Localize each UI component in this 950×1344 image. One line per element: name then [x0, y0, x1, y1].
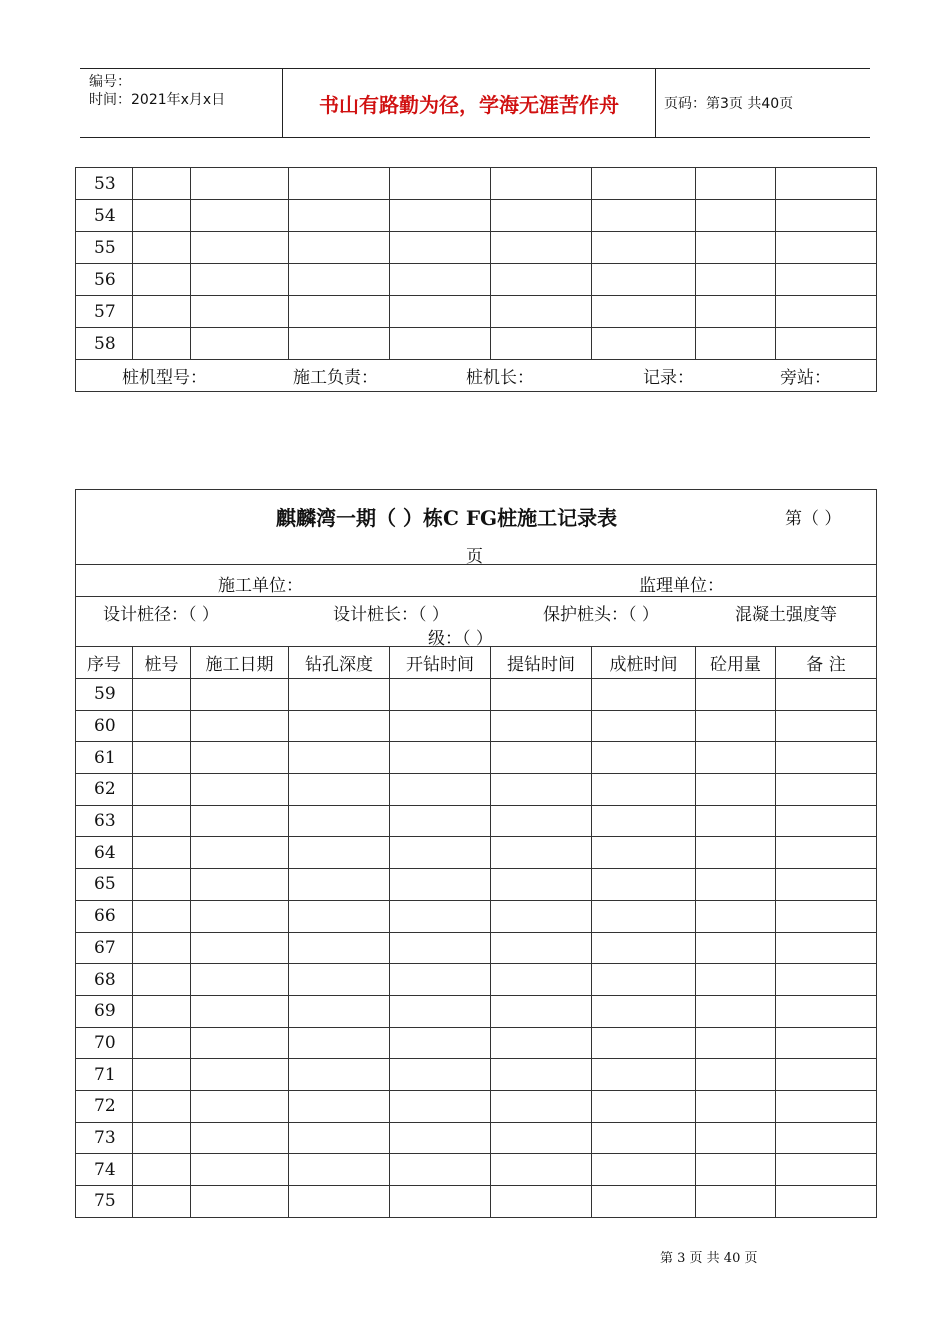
- row-number: 56: [76, 264, 133, 296]
- row-number: 69: [76, 995, 133, 1027]
- table-cell: [491, 774, 592, 806]
- table-cell: [776, 710, 877, 742]
- table-cell: [133, 1027, 191, 1059]
- pile-head-label: 保护桩头：（ ）: [543, 605, 659, 625]
- table-row: [76, 1154, 877, 1186]
- concrete-grade-label: 混凝土强度等: [735, 605, 837, 625]
- design-length-label: 设计桩长：（ ）: [333, 605, 449, 625]
- table-row: [76, 328, 877, 360]
- table-cell: [776, 869, 877, 901]
- table-cell: [776, 1154, 877, 1186]
- table-cell: [390, 1090, 491, 1122]
- table-cell: [592, 932, 696, 964]
- table-cell: [289, 932, 390, 964]
- table-cell: [133, 1186, 191, 1218]
- table-cell: [696, 900, 776, 932]
- table-cell: [491, 837, 592, 869]
- table-cell: [491, 200, 592, 232]
- table-cell: [491, 1186, 592, 1218]
- table-cell: [289, 964, 390, 996]
- table-cell: [776, 264, 877, 296]
- table-cell: [592, 296, 696, 328]
- row-number: 54: [76, 200, 133, 232]
- row-number: 63: [76, 805, 133, 837]
- table-cell: [191, 869, 289, 901]
- units-row: [76, 565, 877, 597]
- table-title: 麒麟湾一期（ ）栋C FG桩施工记录表: [276, 506, 618, 530]
- table-cell: [696, 1027, 776, 1059]
- table-cell: [289, 1186, 390, 1218]
- table-row: [76, 264, 877, 296]
- table-cell: [133, 232, 191, 264]
- table-cell: [592, 710, 696, 742]
- table-row: [76, 742, 877, 774]
- record-table-continued: [75, 167, 877, 392]
- table-cell: [289, 1122, 390, 1154]
- table-row: [76, 932, 877, 964]
- table-cell: [390, 679, 491, 711]
- table-cell: [776, 328, 877, 360]
- column-header: 施工日期: [191, 647, 289, 679]
- row-number: 62: [76, 774, 133, 806]
- table-cell: [696, 168, 776, 200]
- table-cell: [776, 805, 877, 837]
- table-cell: [390, 805, 491, 837]
- table-row: [76, 1059, 877, 1091]
- table-cell: [491, 964, 592, 996]
- table-cell: [592, 232, 696, 264]
- table-cell: [390, 1059, 491, 1091]
- table-row: [76, 837, 877, 869]
- table-cell: [696, 232, 776, 264]
- table-cell: [191, 1059, 289, 1091]
- table-cell: [776, 900, 877, 932]
- table-cell: [289, 774, 390, 806]
- row-number: 71: [76, 1059, 133, 1091]
- table-row: [76, 1186, 877, 1218]
- supervision-unit-label: 监理单位：: [639, 576, 724, 596]
- table-row: [76, 710, 877, 742]
- table-cell: [191, 964, 289, 996]
- table-cell: [776, 837, 877, 869]
- table-cell: [289, 200, 390, 232]
- table-cell: [592, 1154, 696, 1186]
- table-cell: [390, 742, 491, 774]
- table-row: [76, 232, 877, 264]
- table-cell: [133, 1090, 191, 1122]
- column-header: 桩号: [133, 647, 191, 679]
- row-number: 70: [76, 1027, 133, 1059]
- table-cell: [191, 328, 289, 360]
- table-cell: [592, 774, 696, 806]
- table-cell: [696, 1090, 776, 1122]
- table-cell: [390, 932, 491, 964]
- table-cell: [776, 1059, 877, 1091]
- column-header: 开钻时间: [390, 647, 491, 679]
- table-row: [76, 995, 877, 1027]
- design-params-row: [76, 597, 877, 647]
- row-number: 67: [76, 932, 133, 964]
- table-cell: [592, 679, 696, 711]
- table-row: [76, 296, 877, 328]
- table-cell: [390, 1122, 491, 1154]
- table-cell: [696, 679, 776, 711]
- row-number: 58: [76, 328, 133, 360]
- table-cell: [289, 742, 390, 774]
- table-cell: [191, 1090, 289, 1122]
- table-cell: [289, 869, 390, 901]
- table-cell: [592, 742, 696, 774]
- table-cell: [289, 1027, 390, 1059]
- table-cell: [696, 1059, 776, 1091]
- table-cell: [491, 1059, 592, 1091]
- table-row: [76, 1090, 877, 1122]
- table-cell: [289, 1059, 390, 1091]
- table-cell: [592, 837, 696, 869]
- row-number: 72: [76, 1090, 133, 1122]
- table-cell: [133, 995, 191, 1027]
- table-cell: [696, 264, 776, 296]
- observer-label: 旁站：: [780, 368, 831, 388]
- design-diameter-label: 设计桩径：（ ）: [103, 605, 219, 625]
- table-cell: [390, 296, 491, 328]
- table-row: [76, 679, 877, 711]
- row-number: 61: [76, 742, 133, 774]
- table-cell: [696, 1122, 776, 1154]
- table-cell: [133, 869, 191, 901]
- table-cell: [696, 837, 776, 869]
- table-cell: [191, 710, 289, 742]
- table-cell: [390, 328, 491, 360]
- table-cell: [390, 710, 491, 742]
- table-cell: [491, 1090, 592, 1122]
- table-cell: [696, 995, 776, 1027]
- table-cell: [491, 805, 592, 837]
- time-label: 时间：2021年x月x日: [89, 92, 226, 108]
- table-cell: [390, 995, 491, 1027]
- table-cell: [289, 328, 390, 360]
- table-cell: [191, 168, 289, 200]
- table-cell: [133, 1154, 191, 1186]
- table-cell: [191, 679, 289, 711]
- table-cell: [390, 774, 491, 806]
- table-cell: [390, 200, 491, 232]
- table-cell: [592, 995, 696, 1027]
- table-cell: [776, 1122, 877, 1154]
- table-cell: [191, 264, 289, 296]
- table-cell: [133, 1059, 191, 1091]
- table-row: [76, 774, 877, 806]
- row-number: 53: [76, 168, 133, 200]
- row-number: 64: [76, 837, 133, 869]
- table-cell: [696, 710, 776, 742]
- table-cell: [592, 1090, 696, 1122]
- table-cell: [191, 1027, 289, 1059]
- table-row: [76, 805, 877, 837]
- table-cell: [592, 964, 696, 996]
- row-number: 73: [76, 1122, 133, 1154]
- table-cell: [491, 328, 592, 360]
- recorder-label: 记录：: [643, 368, 694, 388]
- number-label: 编号：: [89, 74, 131, 90]
- table-cell: [696, 1154, 776, 1186]
- table-cell: [491, 995, 592, 1027]
- column-header: 钻孔深度: [289, 647, 390, 679]
- table-row: [76, 168, 877, 200]
- column-header: 序号: [76, 647, 133, 679]
- row-number: 55: [76, 232, 133, 264]
- table-cell: [289, 1154, 390, 1186]
- table-cell: [776, 679, 877, 711]
- table-cell: [776, 774, 877, 806]
- table-cell: [390, 964, 491, 996]
- row-number: 60: [76, 710, 133, 742]
- table-row: [76, 964, 877, 996]
- table-cell: [592, 1027, 696, 1059]
- table-cell: [289, 995, 390, 1027]
- table-cell: [191, 774, 289, 806]
- table-row: [76, 1027, 877, 1059]
- construction-unit-label: 施工单位：: [218, 576, 303, 596]
- table-cell: [776, 964, 877, 996]
- table-cell: [491, 1122, 592, 1154]
- table-cell: [776, 995, 877, 1027]
- table-cell: [390, 1154, 491, 1186]
- table-row: [76, 869, 877, 901]
- page-number-prefix: 第（ ）: [785, 509, 842, 529]
- table-cell: [491, 932, 592, 964]
- table-cell: [776, 168, 877, 200]
- column-header: 提钻时间: [491, 647, 592, 679]
- row-number: 66: [76, 900, 133, 932]
- table-cell: [696, 200, 776, 232]
- table-cell: [696, 296, 776, 328]
- table-cell: [592, 1186, 696, 1218]
- table-cell: [289, 837, 390, 869]
- table-cell: [696, 964, 776, 996]
- table-cell: [191, 742, 289, 774]
- record-table: [75, 489, 877, 1218]
- table-cell: [776, 1186, 877, 1218]
- table-cell: [776, 932, 877, 964]
- table-cell: [289, 900, 390, 932]
- table-cell: [491, 742, 592, 774]
- table-cell: [191, 1186, 289, 1218]
- column-header: 砼用量: [696, 647, 776, 679]
- table-cell: [491, 1154, 592, 1186]
- table-cell: [133, 742, 191, 774]
- table-cell: [491, 869, 592, 901]
- table-cell: [289, 1090, 390, 1122]
- table-cell: [696, 869, 776, 901]
- table-cell: [776, 232, 877, 264]
- table-cell: [133, 774, 191, 806]
- table-cell: [133, 679, 191, 711]
- table-cell: [133, 264, 191, 296]
- table-cell: [133, 710, 191, 742]
- table-cell: [592, 168, 696, 200]
- table-cell: [289, 296, 390, 328]
- table-cell: [390, 1186, 491, 1218]
- table-cell: [191, 200, 289, 232]
- table-cell: [390, 1027, 491, 1059]
- table-cell: [133, 168, 191, 200]
- row-number: 57: [76, 296, 133, 328]
- table-cell: [133, 837, 191, 869]
- table-cell: [776, 742, 877, 774]
- table-cell: [390, 264, 491, 296]
- table-cell: [696, 774, 776, 806]
- table-cell: [592, 264, 696, 296]
- table-cell: [491, 232, 592, 264]
- concrete-grade-value: 级：（ ）: [428, 629, 493, 649]
- row-number: 74: [76, 1154, 133, 1186]
- table-cell: [491, 710, 592, 742]
- header-meta: [80, 69, 282, 137]
- table-cell: [133, 964, 191, 996]
- table-cell: [776, 296, 877, 328]
- table-cell: [289, 710, 390, 742]
- table-cell: [491, 900, 592, 932]
- table-cell: [390, 869, 491, 901]
- column-header: 备 注: [776, 647, 877, 679]
- table-cell: [191, 1154, 289, 1186]
- table-cell: [133, 932, 191, 964]
- table-cell: [191, 232, 289, 264]
- construction-lead-label: 施工负责：: [293, 368, 378, 388]
- table1-footer: [76, 360, 877, 392]
- row-number: 75: [76, 1186, 133, 1218]
- table-cell: [776, 1090, 877, 1122]
- table-cell: [592, 805, 696, 837]
- row-number: 65: [76, 869, 133, 901]
- table-cell: [592, 869, 696, 901]
- table-row: [76, 200, 877, 232]
- table-cell: [289, 805, 390, 837]
- table-row: [76, 1122, 877, 1154]
- table-cell: [289, 168, 390, 200]
- table-cell: [592, 1122, 696, 1154]
- table-cell: [696, 932, 776, 964]
- table-cell: [191, 296, 289, 328]
- table-cell: [696, 328, 776, 360]
- table-cell: [696, 805, 776, 837]
- table-cell: [491, 1027, 592, 1059]
- table-cell: [592, 328, 696, 360]
- table-cell: [191, 1122, 289, 1154]
- table-cell: [289, 232, 390, 264]
- table-cell: [592, 1059, 696, 1091]
- table-cell: [696, 742, 776, 774]
- table-cell: [592, 900, 696, 932]
- table-cell: [133, 328, 191, 360]
- table-cell: [191, 900, 289, 932]
- table-cell: [191, 932, 289, 964]
- table-cell: [133, 1122, 191, 1154]
- table-cell: [289, 679, 390, 711]
- table-cell: [133, 900, 191, 932]
- row-number: 59: [76, 679, 133, 711]
- table-cell: [491, 296, 592, 328]
- page-footer: 第 3 页 共 40 页: [660, 1251, 758, 1266]
- table-cell: [696, 1186, 776, 1218]
- table-cell: [390, 900, 491, 932]
- table-cell: [390, 837, 491, 869]
- table-cell: [191, 837, 289, 869]
- column-header: 成桩时间: [592, 647, 696, 679]
- document-header: [80, 68, 870, 138]
- table-cell: [491, 264, 592, 296]
- table-cell: [133, 296, 191, 328]
- motto: 书山有路勤为径，学海无涯苦作舟: [282, 69, 656, 137]
- table-cell: [776, 200, 877, 232]
- machine-lead-label: 桩机长：: [466, 368, 534, 388]
- table-cell: [133, 200, 191, 232]
- table-cell: [390, 168, 491, 200]
- page-info: 页码：第3页 共40页: [664, 96, 794, 112]
- row-number: 68: [76, 964, 133, 996]
- table-cell: [491, 679, 592, 711]
- table-title-cell: [76, 490, 877, 565]
- table-cell: [133, 805, 191, 837]
- table-cell: [191, 805, 289, 837]
- table-cell: [191, 995, 289, 1027]
- table-cell: [390, 232, 491, 264]
- page-number-suffix: 页: [466, 547, 483, 567]
- table-cell: [776, 1027, 877, 1059]
- table-cell: [592, 200, 696, 232]
- machine-type-label: 桩机型号：: [122, 368, 207, 388]
- table-cell: [289, 264, 390, 296]
- table-cell: [491, 168, 592, 200]
- column-headers: [76, 647, 877, 679]
- table-row: [76, 900, 877, 932]
